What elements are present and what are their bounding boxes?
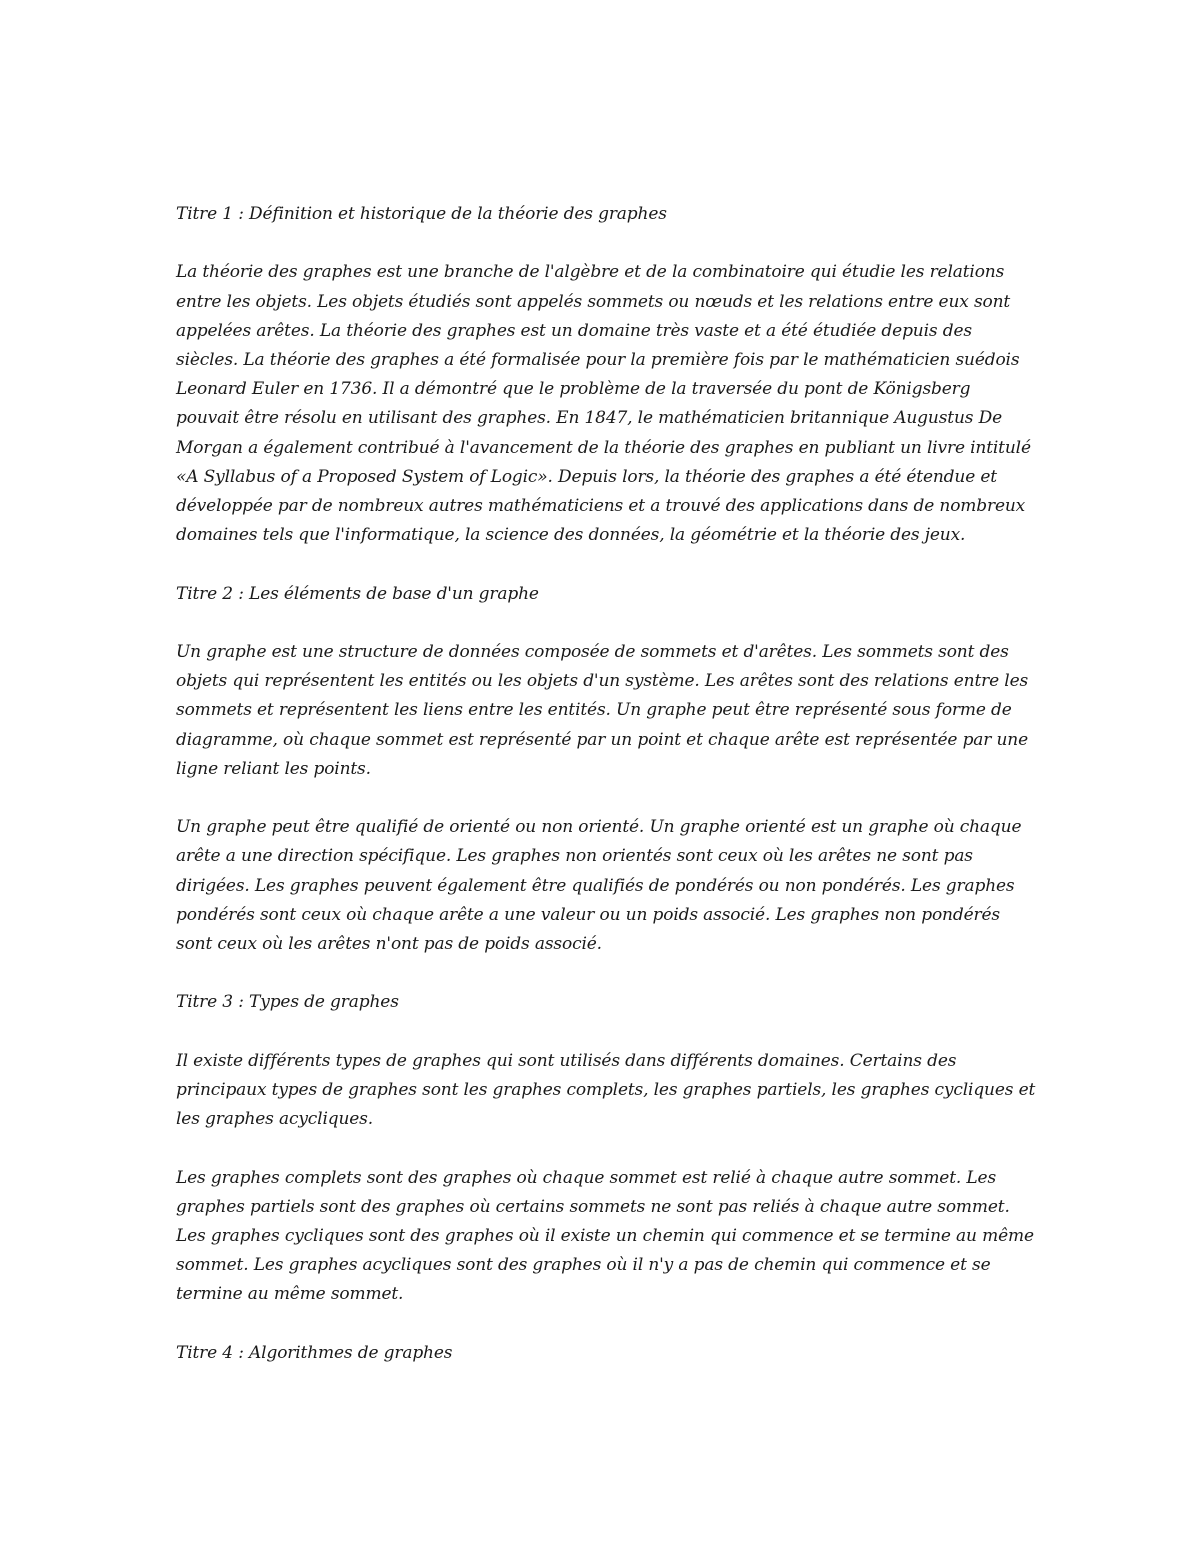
section-heading-1: Titre 1 : Définition et historique de la théorie des graphes <box>176 204 667 224</box>
paragraph-orientation: Un graphe peut être qualifié de orienté ou non orienté. Un graphe orienté est un graphe où chaque arête a une direction spécifique. Les graphes non orientés sont ceux où les arêtes ne sont pas dirigées. Les graphes peuvent également être qualifiés de pondérés ou non pondérés. Les graphes pondérés sont ceux où chaque arête a une valeur ou un poids associé. Les graphes non pondérés sont ceux où les arêtes n'ont pas de poids associé. <box>176 817 1022 955</box>
paragraph-definition: La théorie des graphes est une branche de l'algèbre et de la combinatoire qui étudie les relations entre les objets. Les objets étudiés sont appelés sommets ou nœuds et les relations entre eux sont appelées arêtes. La théorie des graphes est un domaine très vaste et a été étudiée depuis des siècles. La théorie des graphes a été formalisée pour la première fois par le mathématicien suédois Leonard Euler en 1736. Il a démontré que le problème de la traversée du pont de Königsberg pouvait être résolu en utilisant des graphes. En 1847, le mathématicien britannique Augustus De Morgan a également contribué à l'avancement de la théorie des graphes en publiant un livre intitulé «A Syllabus of a Proposed System of Logic». Depuis lors, la théorie des graphes a été étendue et développée par de nombreux autres mathématiciens et a trouvé des applications dans de nombreux domaines tels que l'informatique, la science des données, la géométrie et la théorie des jeux. <box>176 262 1031 546</box>
paragraph-types-detail: Les graphes complets sont des graphes où chaque sommet est relié à chaque autre sommet. Les graphes partiels sont des graphes où certains sommets ne sont pas reliés à chaque autre sommet. Les graphes cycliques sont des graphes où il existe un chemin qui commence et se termine au même sommet. Les graphes acycliques sont des graphes où il n'y a pas de chemin qui commence et se termine au même sommet. <box>176 1167 1034 1305</box>
paragraph-elements: Un graphe est une structure de données composée de sommets et d'arêtes. Les sommets sont des objets qui représentent les entités ou les objets d'un système. Les arêtes sont des relations entre les sommets et représentent les liens entre les entités. Un graphe peut être représenté sous forme de diagramme, où chaque sommet est représenté par un point et chaque arête est représentée par une ligne reliant les points. <box>176 642 1029 779</box>
document-body <box>176 200 1036 1397</box>
section-heading-4: Titre 4 : Algorithmes de graphes <box>176 1342 453 1363</box>
paragraph-types-intro: Il existe différents types de graphes qui sont utilisés dans différents domaines. Certains des principaux types de graphes sont les graphes complets, les graphes partiels, les graphes cycliques et les graphes acycliques. <box>176 1050 1036 1130</box>
section-heading-2: Titre 2 : Les éléments de base d'un graphe <box>176 583 539 604</box>
section-heading-3: Titre 3 : Types de graphes <box>176 992 399 1013</box>
